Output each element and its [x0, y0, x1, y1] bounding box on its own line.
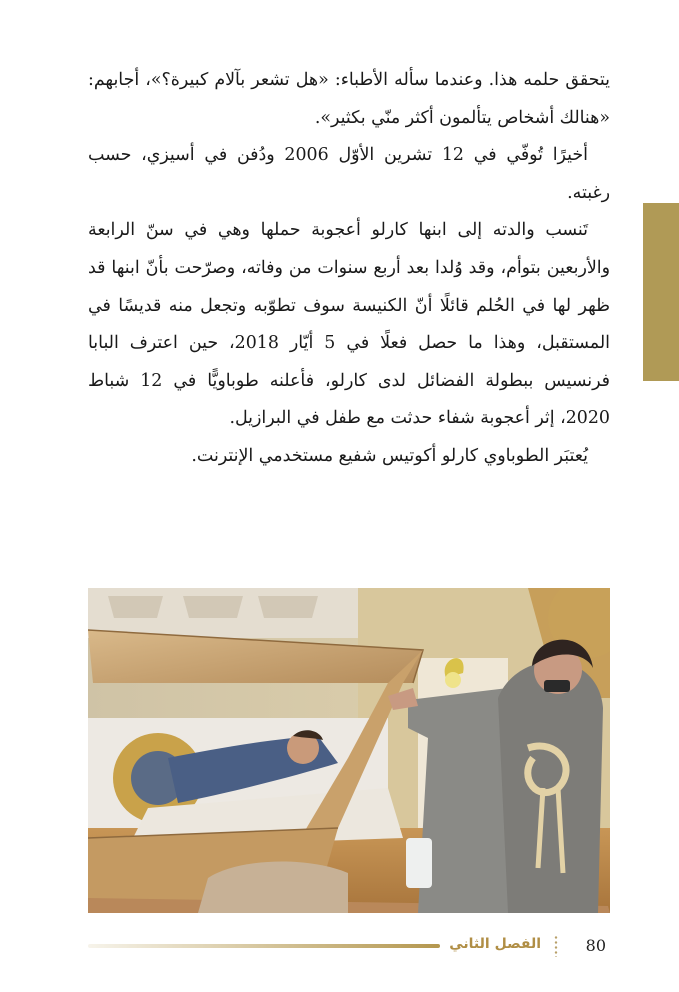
- footer-rule: [88, 944, 440, 948]
- page-number: 80: [585, 936, 606, 955]
- chapter-side-tab: [643, 203, 679, 381]
- footer-dots-divider: [554, 935, 558, 957]
- tomb-photo: [88, 588, 610, 913]
- paragraph-4: يُعتبَر الطوباوي كارلو أكوتيس شفيع مستخدمي الإنترنت.: [191, 445, 588, 466]
- chapter-label: الفصل الثاني: [449, 936, 541, 952]
- body-text: [88, 62, 610, 476]
- paragraph-1: يتحقق حلمه هذا. وعندما سأله الأطباء: «هل تشعر بآلام كبيرة؟»، أجابهم: «هنالك أشخاص يتألمون أكثر منّي بكثير».: [88, 70, 610, 128]
- paragraph-3: تَنسب والدته إلى ابنها كارلو أعجوبة حملها وهي في سنّ الرابعة والأربعين بتوأم، وقد وُلدا بعد أربع سنوات من وفاته، وصرّحت بأنّ ابنها قد ظهر لها في الحُلم قائلًا أنّ الكنيسة سوف تطوّبه وتجعل منه قديسًا في المستقبل، وهذا ما حصل فعلًا في 5 أيّار 2018، حين اعترف البابا فرنسيس ببطولة الفضائل لدى كارلو، فأعلنه طوباويًّا في 12 شباط 2020، إثر أعجوبة شفاء حدثت مع طفل في البرازيل.: [88, 220, 610, 429]
- paragraph-2: أخيرًا تُوفّي في 12 تشرين الأوّل 2006 ودُفن في أسيزي، حسب رغبته.: [88, 145, 610, 203]
